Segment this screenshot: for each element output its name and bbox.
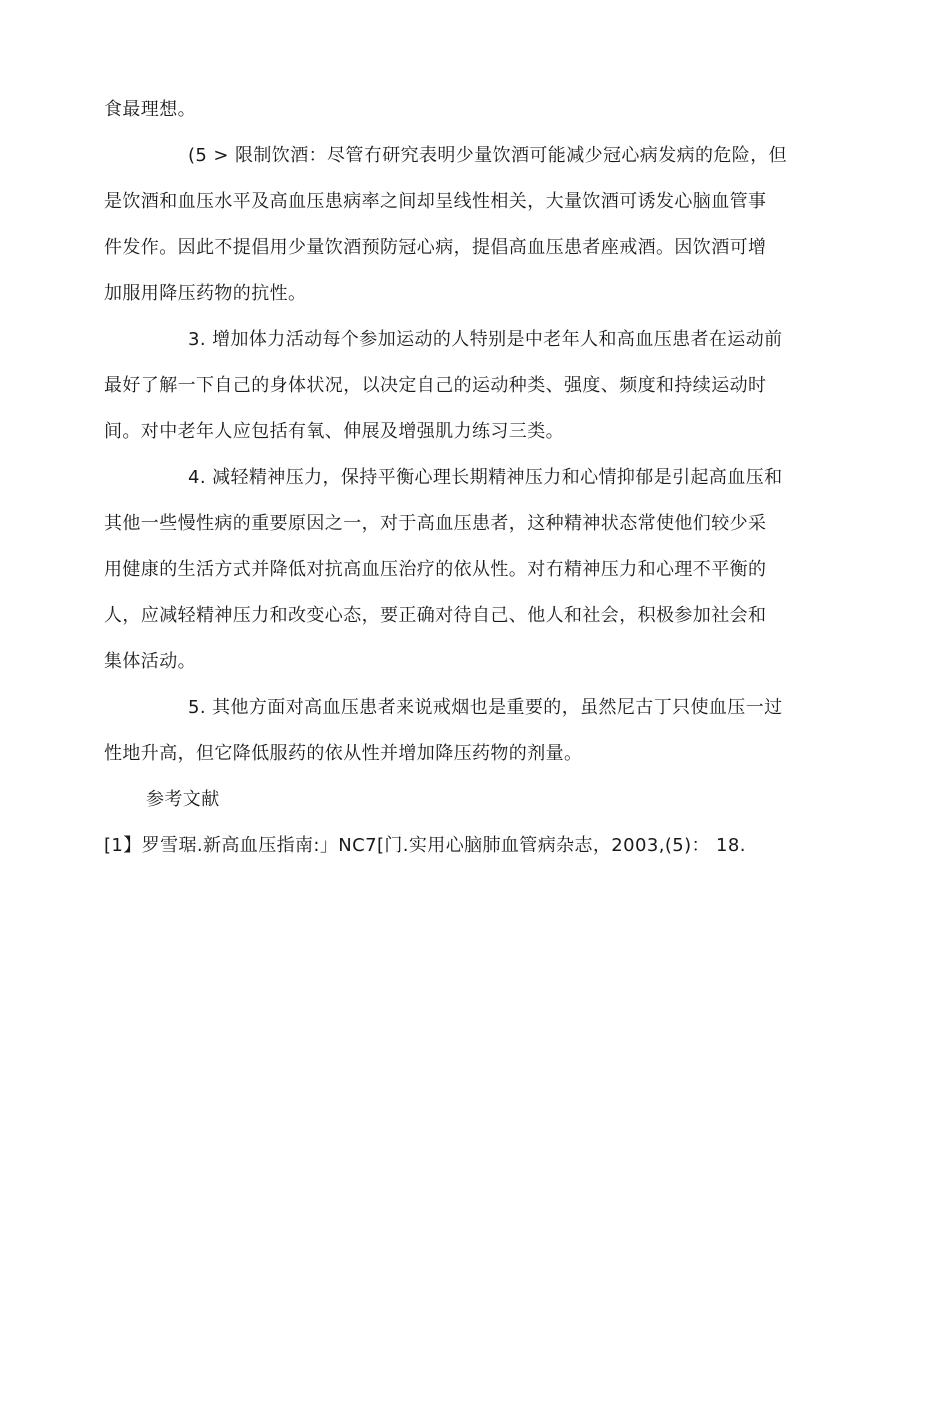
paragraph-line: (5 > 限制饮酒：尽管冇研究表明少量饮酒可能减少冠心病发病的危险，但 (188, 145, 787, 166)
document-body (104, 87, 849, 869)
paragraph-line: 5. 其他方面对高血压患者来说戒烟也是重要的，虽然尼古丁只使血压一过 (188, 697, 783, 718)
paragraph-line: 人，应减轻精神压力和改变心态，要正确对待自己、他人和社会，积极参加社会和 (104, 605, 767, 626)
paragraph-line: 加服用降压药物的抗性。 (104, 283, 307, 304)
paragraph-line: 4. 减轻精神压力，保持平衡心理长期精神压力和心情抑郁是引起高血压和 (188, 467, 783, 488)
paragraph-line: 集体活动。 (104, 651, 196, 672)
paragraph-line: 件发作。因此不提倡用少量饮酒预防冠心病，提倡高血压患者座戒酒。因饮酒可增 (104, 237, 767, 258)
paragraph-line: 是饮酒和血压水平及高血压患病率之间却呈线性相关，大量饮酒可诱发心脑血管事 (104, 191, 767, 212)
references-heading: 参考文献 (146, 789, 220, 810)
paragraph-line: 食最理想。 (104, 99, 196, 120)
paragraph-line: 间。对中老年人应包括有氧、伸展及增强肌力练习三类。 (104, 421, 564, 442)
paragraph-line: 最好了解一下自己的身体状况，以决定自己的运动种类、强度、频度和持续运动时 (104, 375, 767, 396)
reference-entry: [1】罗雪琚.新高血压指南:」NC7[门.实用心脑肺血管病杂志，2003,(5)： 18. (104, 835, 746, 856)
paragraph-line: 其他一些慢性病的重要原因之一，对于高血压患者，这种精神状态常使他们较少采 (104, 513, 767, 534)
paragraph-line: 性地升高，但它降低服药的依从性并增加降压药物的剂量。 (104, 743, 583, 764)
paragraph-line: 3. 增加体力活动每个参加运动的人特别是中老年人和高血压患者在运动前 (188, 329, 783, 350)
paragraph-line: 用健康的生活方式并降低对抗高血压治疗的依从性。对冇精神压力和心理不平衡的 (104, 559, 767, 580)
